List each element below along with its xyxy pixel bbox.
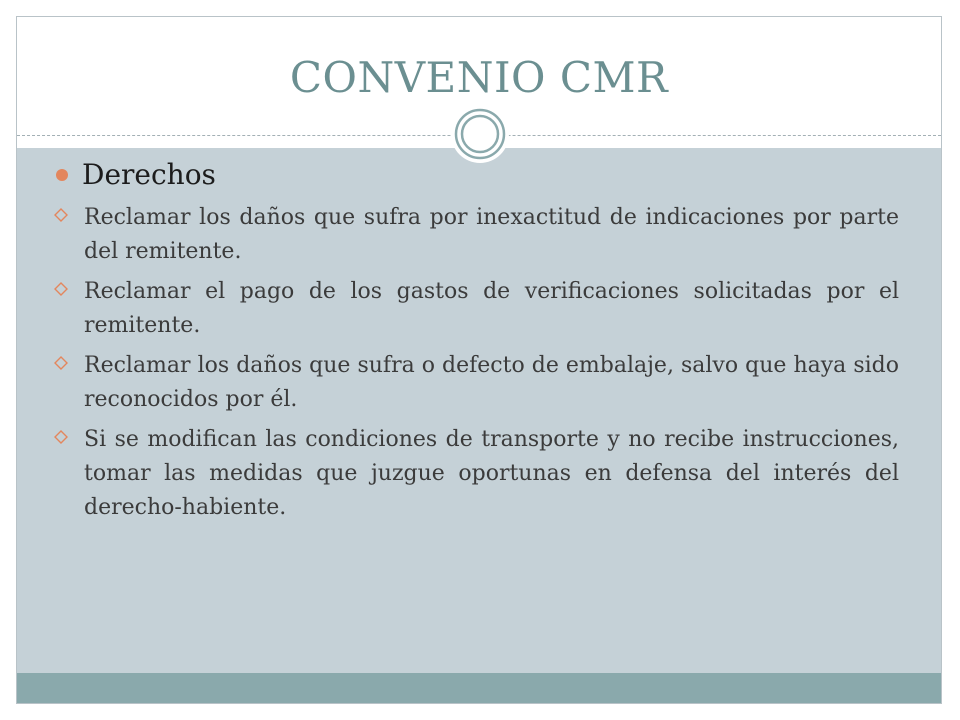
footer-bar xyxy=(17,673,941,703)
list-item-text: Si se modifican las condiciones de transporte y no recibe instrucciones, tomar las medidas que juzgue oportunas en defensa del interés del derecho-habiente. xyxy=(84,427,899,520)
list-item-text: Reclamar los daños que sufra o defecto de embalaje, salvo que haya sido reconocidos por él. xyxy=(84,353,899,412)
section-heading: Derechos xyxy=(82,158,216,191)
rights-list xyxy=(54,201,899,525)
ring-ornament-icon xyxy=(451,105,509,163)
list-item xyxy=(54,275,899,343)
hollow-diamond-bullet-icon xyxy=(54,201,84,229)
filled-circle-bullet-icon xyxy=(56,169,68,181)
list-item xyxy=(54,201,899,269)
list-item xyxy=(54,349,899,417)
hollow-diamond-bullet-icon xyxy=(54,275,84,303)
list-item xyxy=(54,423,899,525)
hollow-diamond-bullet-icon xyxy=(54,423,84,451)
list-item-text: Reclamar los daños que sufra por inexactitud de indicaciones por parte del remitente. xyxy=(84,205,899,264)
slide-content xyxy=(54,158,899,531)
slide-title: CONVENIO CMR xyxy=(289,53,669,102)
hollow-diamond-bullet-icon xyxy=(54,349,84,377)
list-item-text: Reclamar el pago de los gastos de verificaciones solicitadas por el remitente. xyxy=(84,279,899,338)
